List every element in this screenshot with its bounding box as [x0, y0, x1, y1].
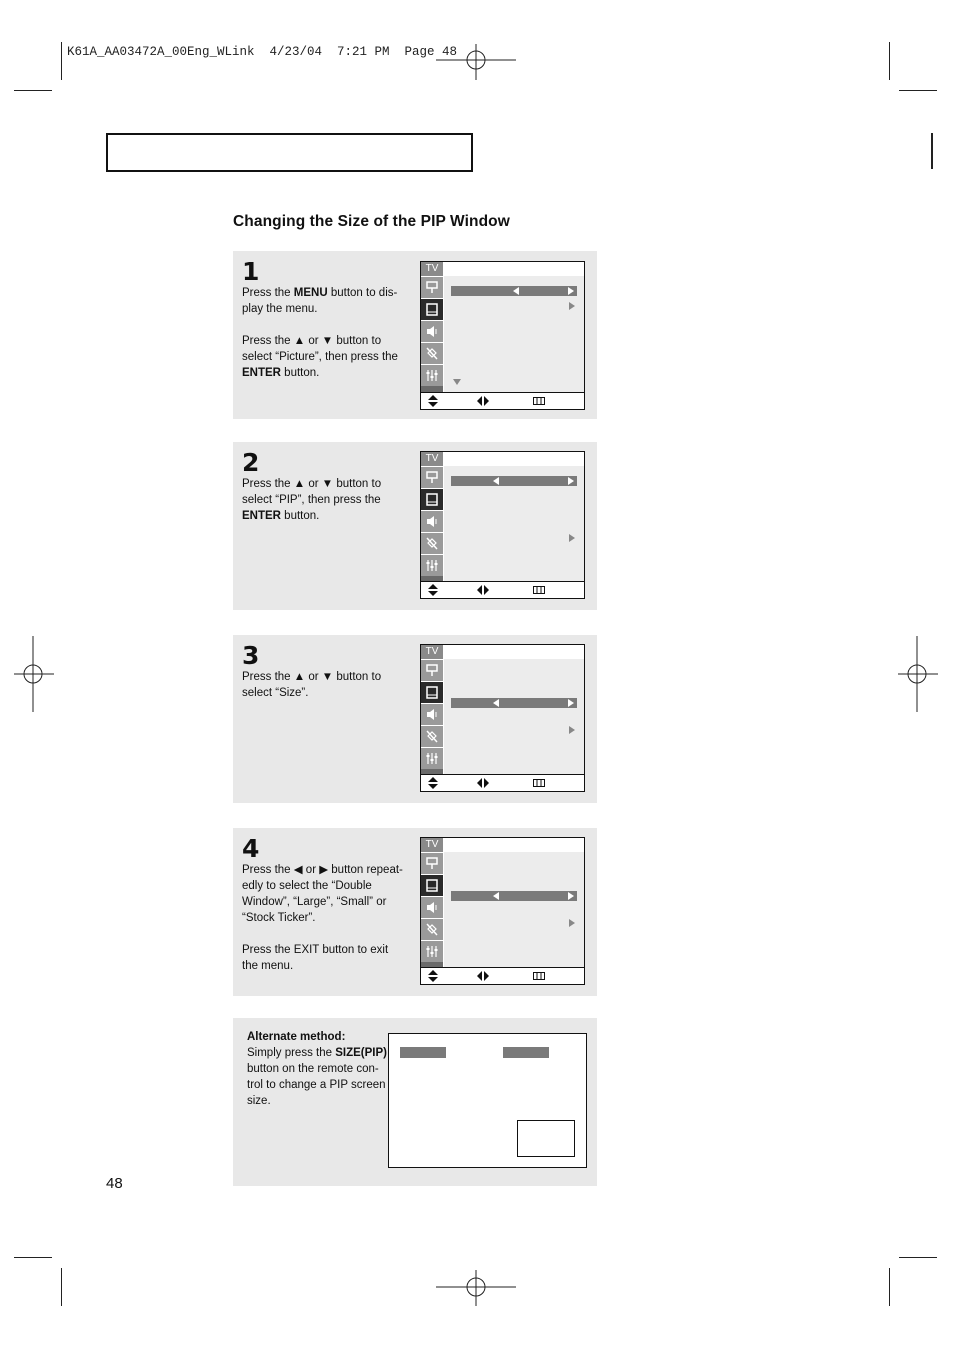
menu-selection-bar	[451, 476, 577, 486]
step-paragraph: Press the ▲ or ▼ button to select “PIP”, then press the ENTER button.	[242, 478, 382, 522]
registration-mark-icon	[898, 636, 938, 712]
menu-footer	[421, 774, 584, 791]
channel-icon	[421, 342, 443, 364]
pip-window	[517, 1120, 575, 1157]
setup-icon	[421, 747, 443, 769]
menu-footer	[421, 392, 584, 409]
crop-mark	[889, 42, 890, 80]
channel-icon	[421, 918, 443, 940]
left-right-icon	[477, 585, 489, 595]
crop-mark	[14, 1257, 52, 1258]
alternate-heading: Alternate method:	[247, 1031, 346, 1043]
registration-mark-icon	[14, 636, 54, 712]
menu-content-area	[444, 852, 584, 968]
section-title: Changing the Size of the PIP Window	[233, 213, 510, 230]
osd-bar-left	[400, 1047, 446, 1058]
menu-selection-bar	[451, 698, 577, 708]
submenu-arrow-icon	[569, 726, 575, 734]
submenu-arrow-icon	[569, 534, 575, 542]
input-icon	[421, 276, 443, 298]
submenu-arrow-icon	[569, 302, 575, 310]
picture-icon	[421, 488, 443, 510]
step-paragraph: Press the EXIT button to exit the menu.	[242, 944, 389, 972]
menu-footer	[421, 967, 584, 984]
pip-size-screen	[388, 1033, 587, 1168]
sound-icon	[421, 896, 443, 918]
step-text	[242, 476, 402, 540]
tv-menu-screen	[420, 261, 585, 410]
step-paragraph: Press the ◀ or ▶ button repeat-edly to select the “Double Window”, “Large”, “Small” or “Stock Ticker”.	[242, 864, 403, 924]
step-paragraph: Press the ▲ or ▼ button to select “Size”.	[242, 671, 382, 699]
alternate-body: Simply press the SIZE(PIP) button on the remote con-trol to change a PIP screen size.	[247, 1047, 387, 1107]
left-right-icon	[477, 396, 489, 406]
input-icon	[421, 466, 443, 488]
slug-line: K61A_AA03472A_00Eng_WLink 4/23/04 7:21 PM Page 48	[67, 45, 458, 59]
menu-icon	[533, 972, 545, 980]
step-paragraph: Press the MENU button to dis-play the menu.	[242, 287, 398, 315]
tv-label: TV	[421, 645, 443, 659]
sound-icon	[421, 510, 443, 532]
menu-icon	[533, 779, 545, 787]
crop-mark	[899, 1257, 937, 1258]
page-number: 48	[106, 1175, 123, 1192]
tv-label: TV	[421, 262, 443, 276]
menu-selection-bar	[451, 286, 577, 296]
menu-selection-bar	[451, 891, 577, 901]
chapter-header-box	[106, 133, 473, 172]
crop-mark	[14, 90, 52, 91]
tv-label: TV	[421, 452, 443, 466]
step-panel	[233, 635, 597, 803]
step-number: 1	[242, 257, 260, 286]
step-number: 4	[242, 834, 260, 863]
menu-icon	[533, 586, 545, 594]
tv-menu-screen	[420, 837, 585, 985]
step-text	[242, 285, 402, 397]
sound-icon	[421, 703, 443, 725]
up-down-icon	[428, 584, 438, 596]
emphasis-text: ENTER	[242, 510, 281, 522]
channel-icon	[421, 532, 443, 554]
step-panel	[233, 442, 597, 610]
emphasis-text: SIZE(PIP)	[335, 1047, 387, 1059]
setup-icon	[421, 554, 443, 576]
step-paragraph: Press the ▲ or ▼ button to select “Picture”, then press the ENTER button.	[242, 335, 398, 379]
step-text	[242, 669, 402, 717]
crop-mark	[61, 1268, 62, 1306]
crop-mark	[889, 1268, 890, 1306]
step-panel	[233, 828, 597, 996]
picture-icon	[421, 874, 443, 896]
step-text	[242, 862, 407, 990]
setup-icon	[421, 940, 443, 962]
scroll-down-icon	[453, 379, 461, 385]
alternate-text	[247, 1029, 387, 1109]
step-number: 3	[242, 641, 260, 670]
up-down-icon	[428, 970, 438, 982]
input-icon	[421, 659, 443, 681]
crop-mark	[61, 42, 62, 80]
registration-mark-icon	[436, 44, 516, 80]
menu-footer	[421, 581, 584, 598]
emphasis-text: ENTER	[242, 367, 281, 379]
step-number: 2	[242, 448, 260, 477]
picture-icon	[421, 298, 443, 320]
menu-content-area	[444, 659, 584, 775]
osd-bar-right	[503, 1047, 549, 1058]
channel-icon	[421, 725, 443, 747]
crop-mark	[931, 133, 933, 169]
registration-mark-icon	[436, 1270, 516, 1306]
tv-menu-screen	[420, 451, 585, 599]
up-down-icon	[428, 395, 438, 407]
tv-menu-screen	[420, 644, 585, 792]
alternate-method-panel	[233, 1018, 597, 1186]
picture-icon	[421, 681, 443, 703]
setup-icon	[421, 364, 443, 386]
sound-icon	[421, 320, 443, 342]
left-right-icon	[477, 778, 489, 788]
submenu-arrow-icon	[569, 919, 575, 927]
left-right-icon	[477, 971, 489, 981]
up-down-icon	[428, 777, 438, 789]
crop-mark	[899, 90, 937, 91]
step-panel	[233, 251, 597, 419]
menu-icon	[533, 397, 545, 405]
emphasis-text: MENU	[293, 287, 328, 299]
input-icon	[421, 852, 443, 874]
tv-label: TV	[421, 838, 443, 852]
